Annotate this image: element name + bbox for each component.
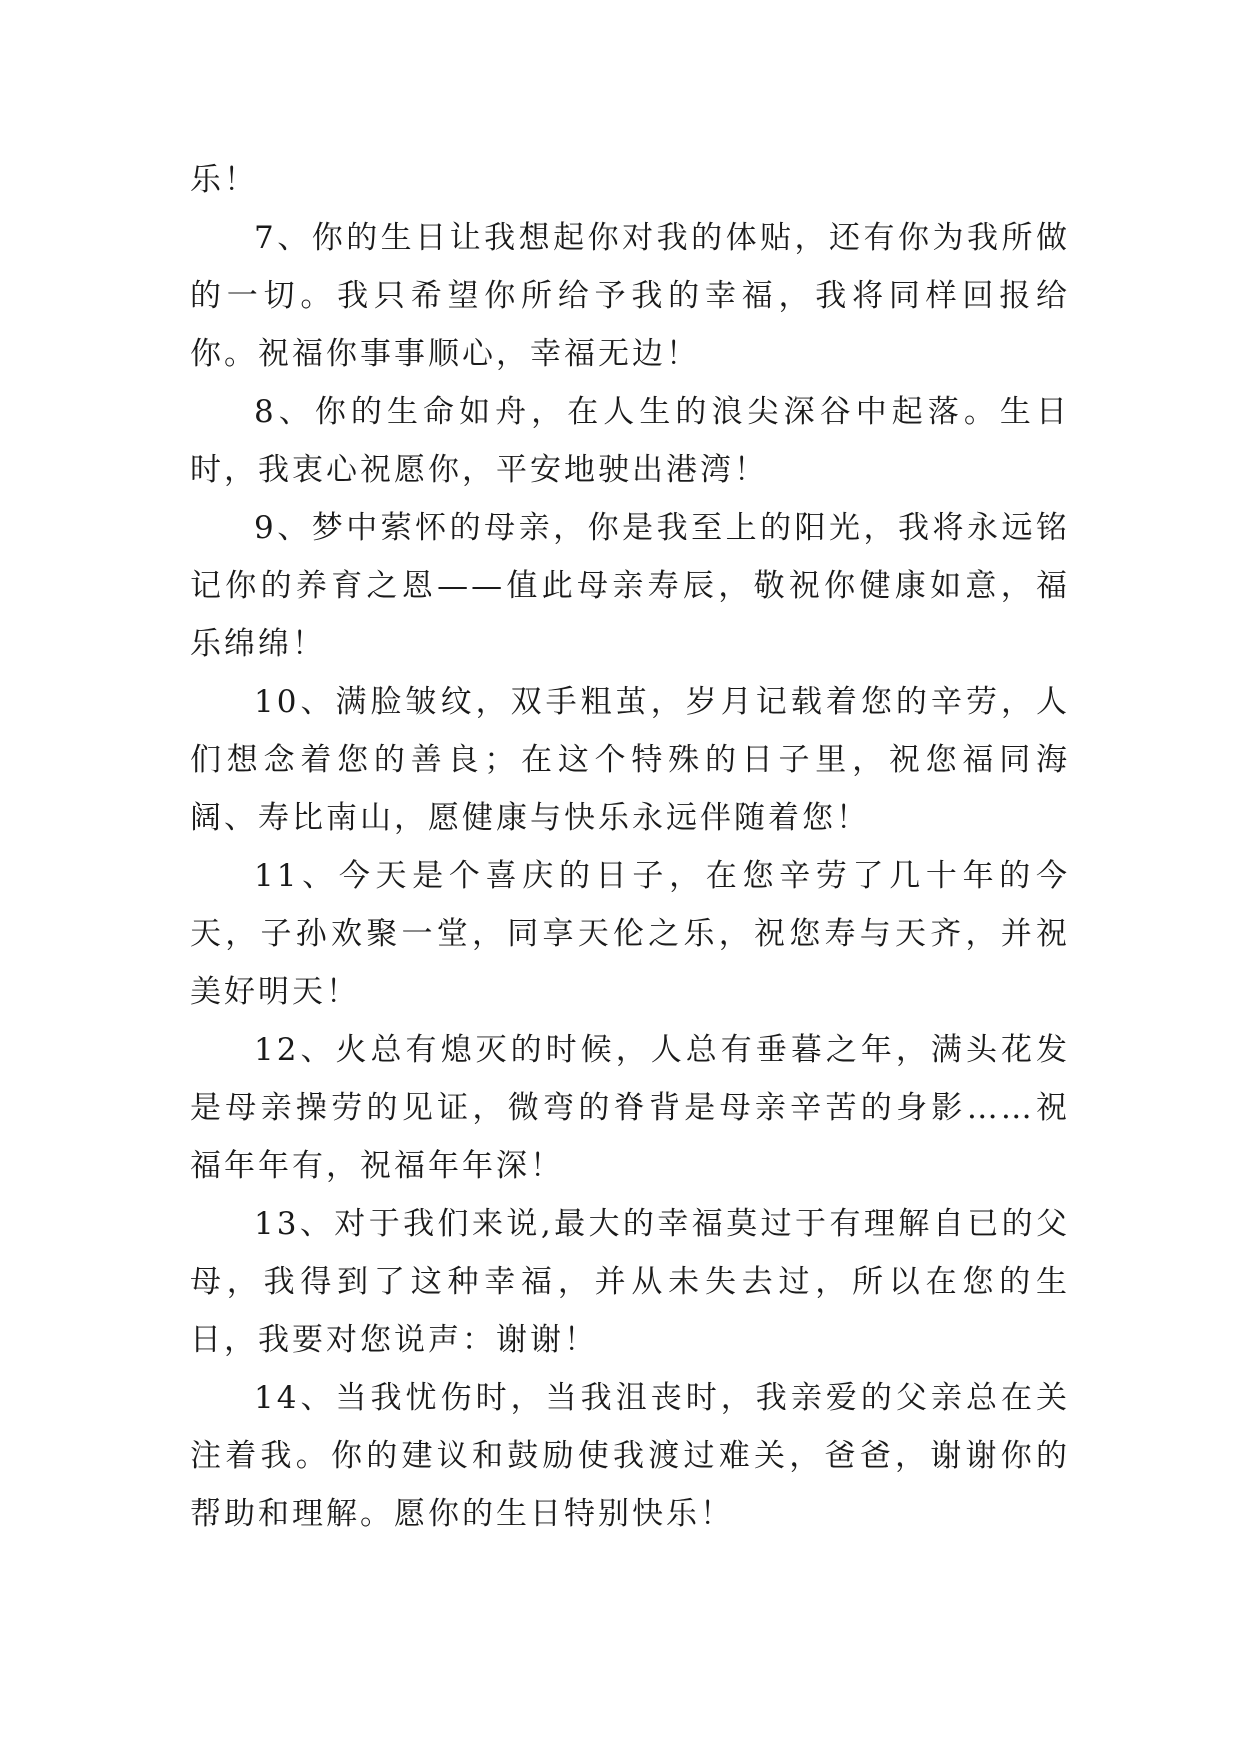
paragraph-item-10: 10、满脸皱纹，双手粗茧，岁月记载着您的辛劳，人们想念着您的善良；在这个特殊的日子里，祝您福同海阔、寿比南山，愿健康与快乐永远伴随着您！: [190, 684, 1070, 836]
document-body: [190, 151, 1070, 1543]
paragraph-item-13: 13、对于我们来说,最大的幸福莫过于有理解自已的父母，我得到了这种幸福，并从未失去过，所以在您的生日，我要对您说声：谢谢！: [190, 1206, 1070, 1358]
paragraph-item-14: 14、当我忧伤时，当我沮丧时，我亲爱的父亲总在关注着我。你的建议和鼓励使我渡过难关，爸爸，谢谢你的帮助和理解。愿你的生日特别快乐！: [190, 1380, 1070, 1532]
paragraph-item-9: 9、梦中萦怀的母亲，你是我至上的阳光，我将永远铭记你的养育之恩——值此母亲寿辰，敬祝你健康如意，福乐绵绵！: [190, 510, 1070, 662]
paragraph-item-7: 7、你的生日让我想起你对我的体贴，还有你为我所做的一切。我只希望你所给予我的幸福，我将同样回报给你。祝福你事事顺心，幸福无边！: [190, 220, 1070, 372]
paragraph-item-8: 8、你的生命如舟，在人生的浪尖深谷中起落。生日时，我衷心祝愿你，平安地驶出港湾！: [190, 394, 1070, 488]
paragraph-continuation: 乐！: [190, 162, 258, 198]
paragraph-item-12: 12、火总有熄灭的时候，人总有垂暮之年，满头花发是母亲操劳的见证，微弯的脊背是母亲辛苦的身影……祝福年年有，祝福年年深！: [190, 1032, 1070, 1184]
paragraph-item-11: 11、今天是个喜庆的日子，在您辛劳了几十年的今天，子孙欢聚一堂，同享天伦之乐，祝您寿与天齐，并祝美好明天！: [190, 858, 1070, 1010]
